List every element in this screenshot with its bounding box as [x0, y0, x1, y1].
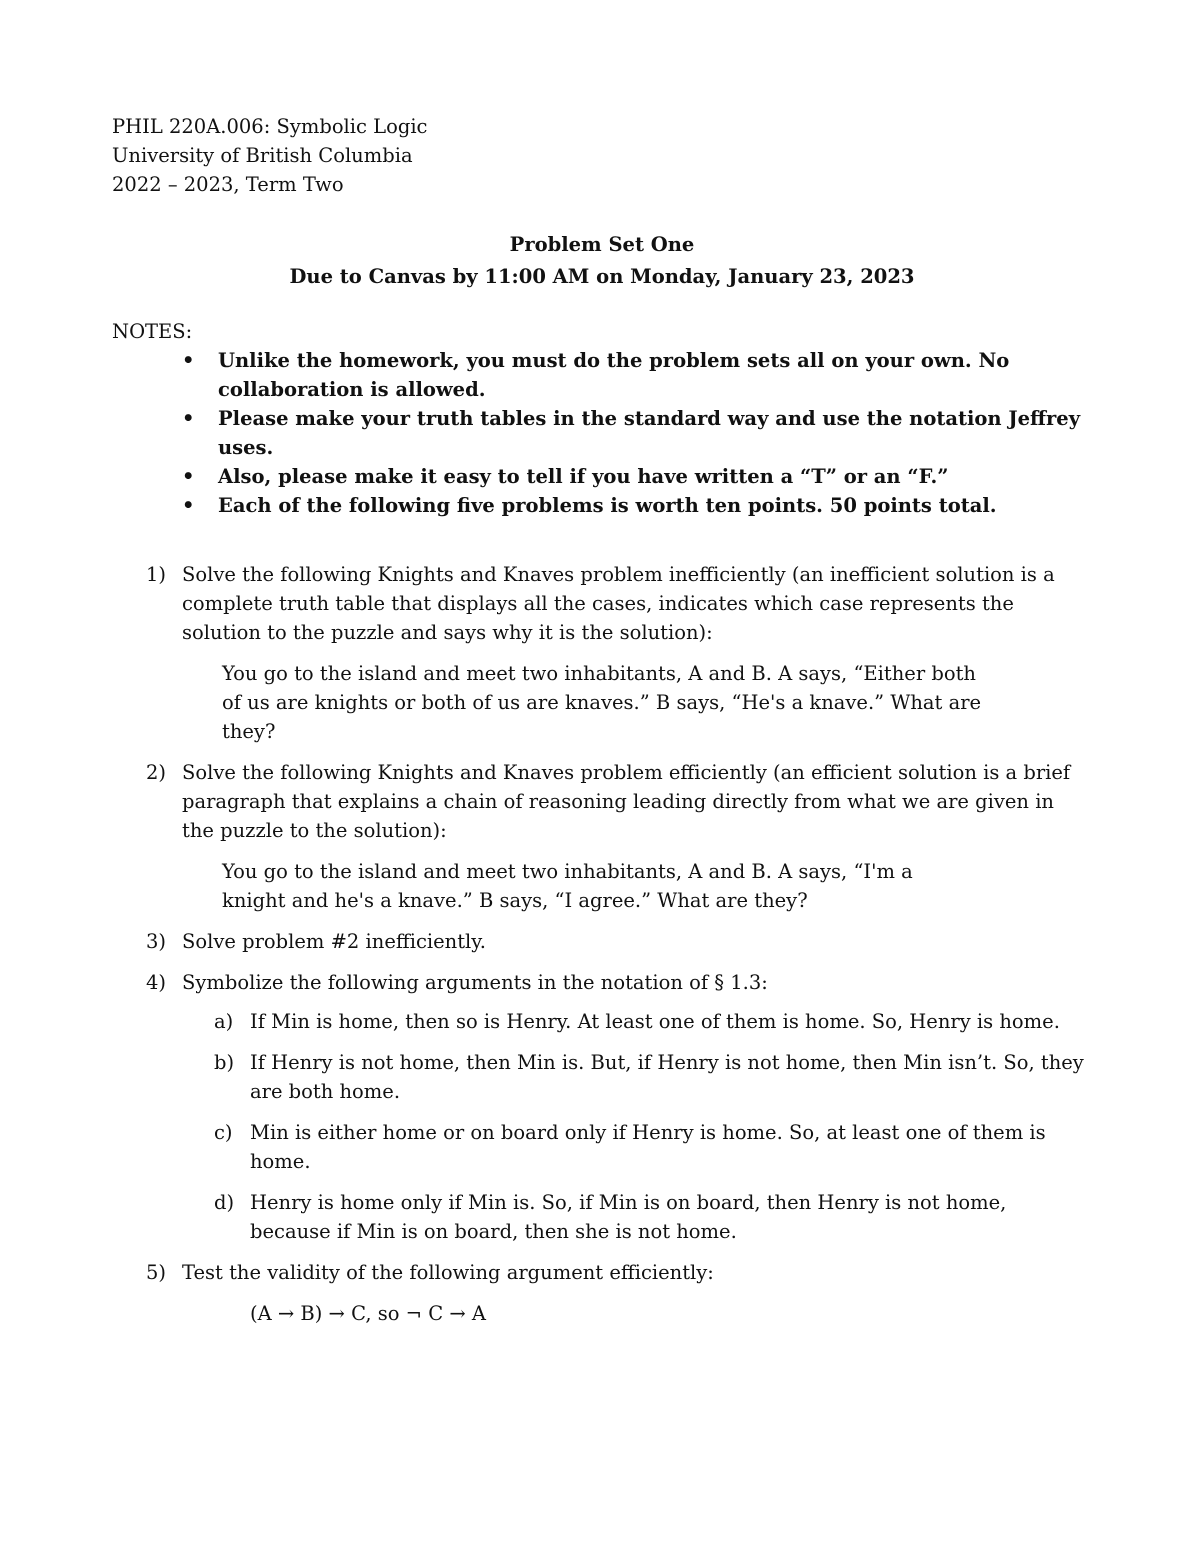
- argument-list: [182, 1007, 1092, 1246]
- problem-text: Test the validity of the following argument efficiently:: [182, 1261, 714, 1284]
- problem-number: 2): [146, 761, 167, 784]
- term-line: 2022 – 2023, Term Two: [112, 173, 344, 196]
- bullet-icon: •: [182, 465, 195, 488]
- problem-2: [112, 758, 1092, 915]
- note-item: [112, 404, 1092, 462]
- argument-letter: a): [214, 1010, 234, 1033]
- course-header: [112, 112, 1092, 199]
- problem-4: [112, 968, 1092, 1246]
- argument-letter: b): [214, 1051, 235, 1074]
- problem-text: Solve the following Knights and Knaves problem efficiently (an efficient solution is a brief paragraph that explains a chain of reasoning leading directly from what we are given in the puzzle to the solution):: [182, 761, 1071, 842]
- argument-item: [182, 1048, 1092, 1106]
- note-text: Each of the following five problems is worth ten points. 50 points total.: [218, 494, 997, 517]
- problem-set-title: Problem Set One: [509, 233, 695, 256]
- due-date-line: Due to Canvas by 11:00 AM on Monday, January 23, 2023: [289, 265, 915, 288]
- argument-text: Henry is home only if Min is. So, if Min is on board, then Henry is not home, because if Min is on board, then she is not home.: [250, 1191, 1007, 1243]
- problem-3: [112, 927, 1092, 956]
- argument-letter: c): [214, 1121, 233, 1144]
- argument-letter: d): [214, 1191, 235, 1214]
- note-text: Please make your truth tables in the standard way and use the notation Jeffrey uses.: [218, 407, 1081, 459]
- argument-text: If Henry is not home, then Min is. But, if Henry is not home, then Min isn’t. So, they are both home.: [250, 1051, 1084, 1103]
- note-text: Also, please make it easy to tell if you have written a “T” or an “F.”: [218, 465, 949, 488]
- problem-number: 4): [146, 971, 167, 994]
- bullet-icon: •: [182, 407, 195, 430]
- problem-number: 5): [146, 1261, 167, 1284]
- course-title: PHIL 220A.006: Symbolic Logic: [112, 115, 428, 138]
- problem-text: Solve the following Knights and Knaves problem inefficiently (an inefficient solution is a complete truth table that displays all the cases, indicates which case represents the solution to the puzzle and says why it is the solution):: [182, 563, 1055, 644]
- university-name: University of British Columbia: [112, 144, 413, 167]
- title-block: [112, 229, 1092, 293]
- note-item: [112, 491, 1092, 520]
- argument-item: [182, 1118, 1092, 1176]
- puzzle-quote: You go to the island and meet two inhabitants, A and B. A says, “I'm a knight and he's a knave.” B says, “I agree.” What are they?: [222, 860, 913, 912]
- bullet-icon: •: [182, 494, 195, 517]
- problem-number: 3): [146, 930, 167, 953]
- note-item: [112, 462, 1092, 491]
- notes-label: NOTES:: [112, 320, 193, 343]
- puzzle-quote: You go to the island and meet two inhabitants, A and B. A says, “Either both of us are knights or both of us are knaves.” B says, “He's a knave.” What are they?: [222, 662, 982, 743]
- argument-item: [182, 1188, 1092, 1246]
- notes-list: [112, 346, 1092, 520]
- note-item: [112, 346, 1092, 404]
- argument-text: Min is either home or on board only if Henry is home. So, at least one of them is home.: [250, 1121, 1046, 1173]
- document-page: [112, 112, 1092, 1340]
- problem-1: [112, 560, 1092, 746]
- argument-item: [182, 1007, 1092, 1036]
- problem-text: Symbolize the following arguments in the notation of § 1.3:: [182, 971, 768, 994]
- problems-list: [112, 560, 1092, 1328]
- problem-number: 1): [146, 563, 167, 586]
- problem-5: [112, 1258, 1092, 1328]
- problem-text: Solve problem #2 inefficiently.: [182, 930, 486, 953]
- argument-formula: (A → B) → C, so ¬ C → A: [250, 1302, 486, 1325]
- argument-text: If Min is home, then so is Henry. At least one of them is home. So, Henry is home.: [250, 1010, 1060, 1033]
- note-text: Unlike the homework, you must do the problem sets all on your own. No collaboration is allowed.: [218, 349, 1010, 401]
- bullet-icon: •: [182, 349, 195, 372]
